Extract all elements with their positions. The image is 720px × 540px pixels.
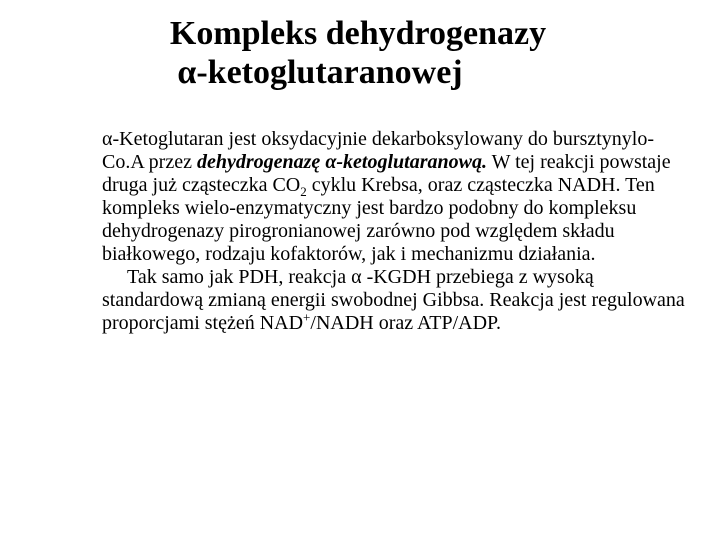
alpha-symbol: α bbox=[325, 151, 337, 173]
paragraph-2-text: Tak samo jak PDH, reakcja bbox=[127, 266, 352, 288]
slide-body bbox=[102, 128, 692, 335]
slide-title bbox=[0, 14, 720, 92]
co2-subscript: 2 bbox=[300, 184, 307, 199]
paragraph-2 bbox=[102, 266, 692, 335]
nad-superscript: + bbox=[303, 309, 311, 325]
enzyme-name-part-2: -ketoglutaranową. bbox=[336, 151, 487, 173]
title-line-1: Kompleks dehydrogenazy bbox=[169, 15, 547, 52]
alpha-symbol: α bbox=[177, 54, 197, 91]
title-line-2 bbox=[0, 53, 720, 92]
alpha-symbol: α bbox=[351, 266, 362, 288]
alpha-symbol: α bbox=[102, 128, 113, 150]
enzyme-name-part-1: dehydrogenazę bbox=[196, 151, 326, 173]
paragraph-1-text: -Ketoglutaran jest oksydacyjnie dekarboksylowany do bursztynylo-Co.A przez bbox=[102, 128, 655, 173]
paragraph-1 bbox=[102, 128, 692, 266]
title-line-2-text: -ketoglutaranowej bbox=[196, 54, 463, 91]
paragraph-2-text-3: /NADH oraz ATP/ADP. bbox=[310, 312, 501, 334]
paragraph-2-text-2: -KGDH przebiega z wysoką standardową zmianą energii swobodnej Gibbsa. Reakcja jest regulowana proporcjami stężeń NAD bbox=[102, 266, 685, 334]
paragraph-1-text-2: W tej reakcji powstaje druga już cząsteczka CO bbox=[102, 151, 671, 196]
paragraph-1-text-3: cyklu Krebsa, oraz cząsteczka NADH. Ten kompleks wielo-enzymatyczny jest bardzo podobny do kompleksu dehydrogenazy pirogronianowej zarówno pod względem składu białkowego, rodzaju kofaktorów, jak i mechanizmu działania. bbox=[102, 174, 655, 265]
enzyme-name-emphasis bbox=[197, 151, 487, 173]
